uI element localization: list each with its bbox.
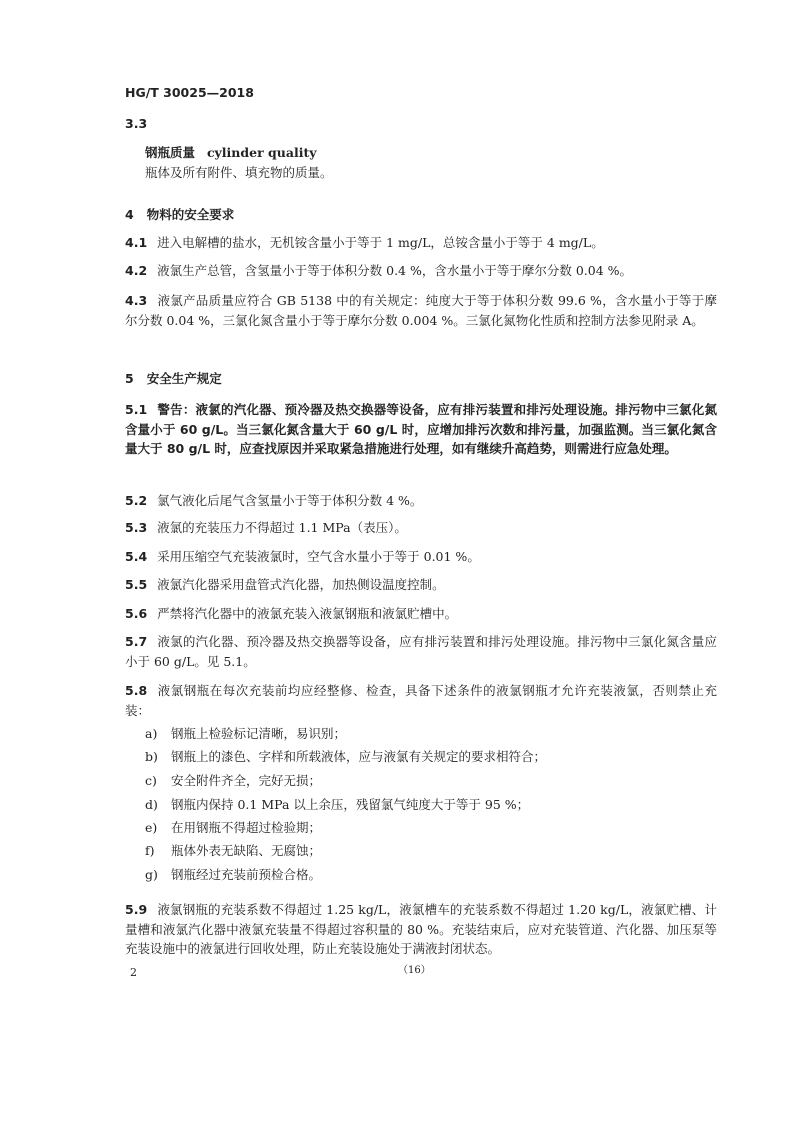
clause-5-8 bbox=[125, 681, 717, 720]
list-item bbox=[145, 771, 705, 791]
list-text: 安全附件齐全，完好无损； bbox=[171, 773, 322, 788]
section-number: 5 bbox=[125, 371, 134, 386]
list-label: a) bbox=[145, 726, 158, 741]
clause-number: 5.5 bbox=[125, 577, 148, 592]
clause-5-2 bbox=[125, 491, 717, 511]
clause-5-3 bbox=[125, 518, 717, 538]
clause-text: 液氯的充装压力不得超过 1.1 MPa（表压）。 bbox=[157, 520, 407, 535]
list-label: d) bbox=[145, 797, 158, 812]
clause-text: 液氯产品质量应符合 GB 5138 中的有关规定：纯度大于等于体积分数 99.6 %，含水量小于等于摩尔分数 0.04 %，三氯化氮含量小于等于摩尔分数 0.004 %。三氯化氮物化性质和控制方法参见附录 A。 bbox=[125, 293, 717, 328]
clause-text: 液氯钢瓶在每次充装前均应经整修、检查，具备下述条件的液氯钢瓶才允许充装液氯，否则禁止充装： bbox=[125, 683, 717, 718]
list-text: 钢瓶上的漆色、字样和所载液体，应与液氯有关规定的要求相符合； bbox=[171, 749, 547, 764]
clause-text: 采用压缩空气充装液氯时，空气含水量小于等于 0.01 %。 bbox=[157, 549, 480, 564]
term-definition: 瓶体及所有附件、填充物的质量。 bbox=[145, 164, 333, 180]
clause-number: 5.9 bbox=[125, 902, 148, 917]
list-label: e) bbox=[145, 820, 158, 835]
clause-number: 5.1 bbox=[125, 402, 148, 417]
clause-number: 5.3 bbox=[125, 520, 148, 535]
clause-5-7 bbox=[125, 632, 717, 671]
list-label: f) bbox=[145, 843, 155, 858]
section-number: 4 bbox=[125, 207, 134, 222]
standard-code-header: HG/T 30025—2018 bbox=[125, 85, 254, 100]
term-cn: 钢瓶质量 bbox=[145, 145, 196, 160]
clause-4-2 bbox=[125, 261, 717, 281]
clause-5-4 bbox=[125, 547, 717, 567]
clause-number: 4.1 bbox=[125, 235, 148, 250]
list-text: 钢瓶经过充装前预检合格。 bbox=[171, 867, 322, 882]
clause-number: 4.2 bbox=[125, 263, 148, 278]
clause-5-6 bbox=[125, 604, 717, 624]
page-number: 2 bbox=[130, 966, 137, 979]
list-item bbox=[145, 818, 705, 838]
list-text: 钢瓶内保持 0.1 MPa 以上余压，残留氯气纯度大于等于 95 %； bbox=[171, 797, 530, 812]
clause-number: 4.3 bbox=[125, 293, 148, 308]
section-title: 物料的安全要求 bbox=[146, 207, 235, 222]
clause-number: 5.4 bbox=[125, 549, 148, 564]
clause-number-3-3: 3.3 bbox=[125, 116, 148, 131]
clause-5-1-warning bbox=[125, 400, 717, 459]
clause-number: 5.2 bbox=[125, 493, 148, 508]
clause-5-5 bbox=[125, 575, 717, 595]
clause-text: 警告：液氯的汽化器、预冷器及热交换器等设备，应有排污装置和排污处理设施。排污物中三氯化氮含量小于 60 g/L。当三氯化氮含量大于 60 g/L 时，应增加排污次数和排污量，加强监测。当三氯化氮含量大于 80 g/L 时，应查找原因并采取紧急措施进行处理，如有继续升高趋势，则需进行应急处理。 bbox=[125, 402, 717, 456]
clause-text: 液氯钢瓶的充装系数不得超过 1.25 kg/L，液氯槽车的充装系数不得超过 1.20 kg/L，液氯贮槽、计量槽和液氯汽化器中液氯充装量不得超过容积量的 80 %。充装结束后，应对充装管道、汽化器、加压泵等充装设施中的液氯进行回收处理，防止充装设施处于满液封闭状态。 bbox=[125, 902, 717, 956]
list-text: 在用钢瓶不得超过检验期； bbox=[171, 820, 322, 835]
section-5-heading bbox=[125, 369, 717, 389]
list-label: c) bbox=[145, 773, 157, 788]
clause-text: 液氯的汽化器、预冷器及热交换器等设备，应有排污装置和排污处理设施。排污物中三氯化氮含量应小于 60 g/L。见 5.1。 bbox=[125, 634, 717, 669]
term-en: cylinder quality bbox=[206, 145, 317, 160]
clause-4-3 bbox=[125, 291, 717, 330]
list-item bbox=[145, 795, 705, 815]
list-label: g) bbox=[145, 867, 158, 882]
list-item bbox=[145, 841, 705, 861]
section-4-heading bbox=[125, 205, 717, 225]
list-item bbox=[145, 747, 705, 767]
clause-text: 严禁将汽化器中的液氯充装入液氯钢瓶和液氯贮槽中。 bbox=[157, 606, 458, 621]
clause-4-1 bbox=[125, 233, 717, 253]
page-sequence: （16） bbox=[398, 965, 431, 976]
list-text: 瓶体外表无缺陷、无腐蚀； bbox=[171, 843, 322, 858]
clause-5-9 bbox=[125, 900, 717, 959]
list-item bbox=[145, 724, 705, 744]
list-label: b) bbox=[145, 749, 158, 764]
clause-number: 5.8 bbox=[125, 683, 148, 698]
section-title: 安全生产规定 bbox=[146, 371, 222, 386]
term-entry bbox=[145, 143, 705, 182]
clause-number: 5.7 bbox=[125, 634, 148, 649]
list-item bbox=[145, 865, 705, 885]
clause-text: 氯气液化后尾气含氢量小于等于体积分数 4 %。 bbox=[157, 493, 423, 508]
clause-number: 5.6 bbox=[125, 606, 148, 621]
clause-text: 进入电解槽的盐水，无机铵含量小于等于 1 mg/L，总铵含量小于等于 4 mg/L。 bbox=[157, 235, 604, 250]
clause-text: 液氯汽化器采用盘管式汽化器，加热侧设温度控制。 bbox=[157, 577, 445, 592]
clause-text: 液氯生产总管，含氢量小于等于体积分数 0.4 %，含水量小于等于摩尔分数 0.04 %。 bbox=[157, 263, 633, 278]
list-text: 钢瓶上检验标记清晰，易识别； bbox=[171, 726, 347, 741]
